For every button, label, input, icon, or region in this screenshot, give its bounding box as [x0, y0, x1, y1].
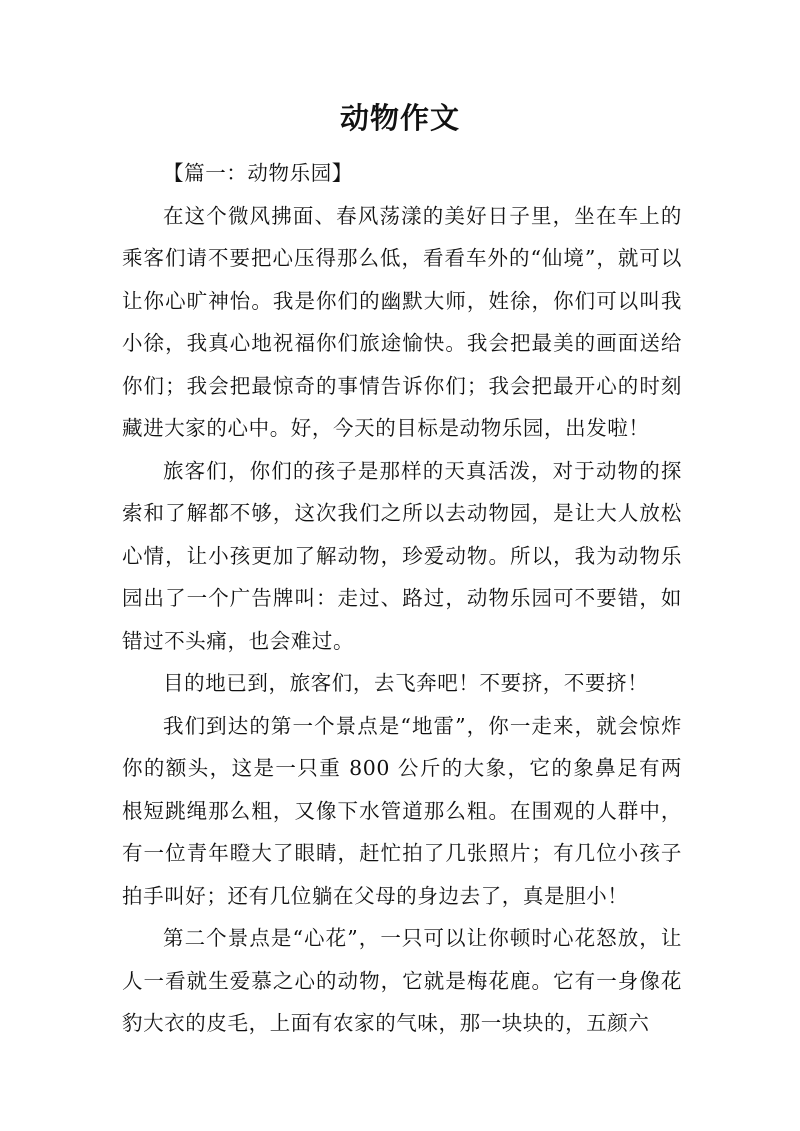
paragraph-4: 我们到达的第一个景点是“地雷”，你一走来，就会惊炸你的额头，这是一只重 800 公斤的大象，它的象鼻足有两根短跳绳那么粗，又像下水管道那么粗。在围观的人群中，有一位青年瞪大了眼睛，赶忙拍了几张照片；有几位小孩子拍手叫好；还有几位躺在父母的身边去了，真是胆小！ — [122, 713, 682, 908]
paragraph-1: 在这个微风拂面、春风荡漾的美好日子里，坐在车上的乘客们请不要把心压得那么低，看看车外的“仙境”，就可以让你心旷神怡。我是你们的幽默大师，姓徐，你们可以叫我小徐，我真心地祝福你们旅途愉快。我会把最美的画面送给你们；我会把最惊奇的事情告诉你们；我会把最开心的时刻藏进大家的心中。好，今天的目标是动物乐园，出发啦！ — [122, 203, 682, 440]
section-heading: 【篇一：动物乐园】 — [163, 161, 353, 185]
document-body — [122, 152, 682, 1045]
paragraph-5: 第二个景点是“心花”，一只可以让你顿时心花怒放，让人一看就生爱慕之心的动物，它就是梅花鹿。它有一身像花豹大衣的皮毛，上面有农家的气味，那一块块的，五颜六 — [122, 926, 682, 1035]
paragraph-3: 目的地已到，旅客们，去飞奔吧！不要挤，不要挤！ — [163, 671, 649, 695]
document-title: 动物作文 — [339, 101, 460, 135]
paragraph-2: 旅客们，你们的孩子是那样的天真活泼，对于动物的探索和了解都不够，这次我们之所以去动物园，是让大人放松心情，让小孩更加了解动物，珍爱动物。所以，我为动物乐园出了一个广告牌叫：走过、路过，动物乐园可不要错，如错过不头痛，也会难过。 — [122, 458, 682, 653]
